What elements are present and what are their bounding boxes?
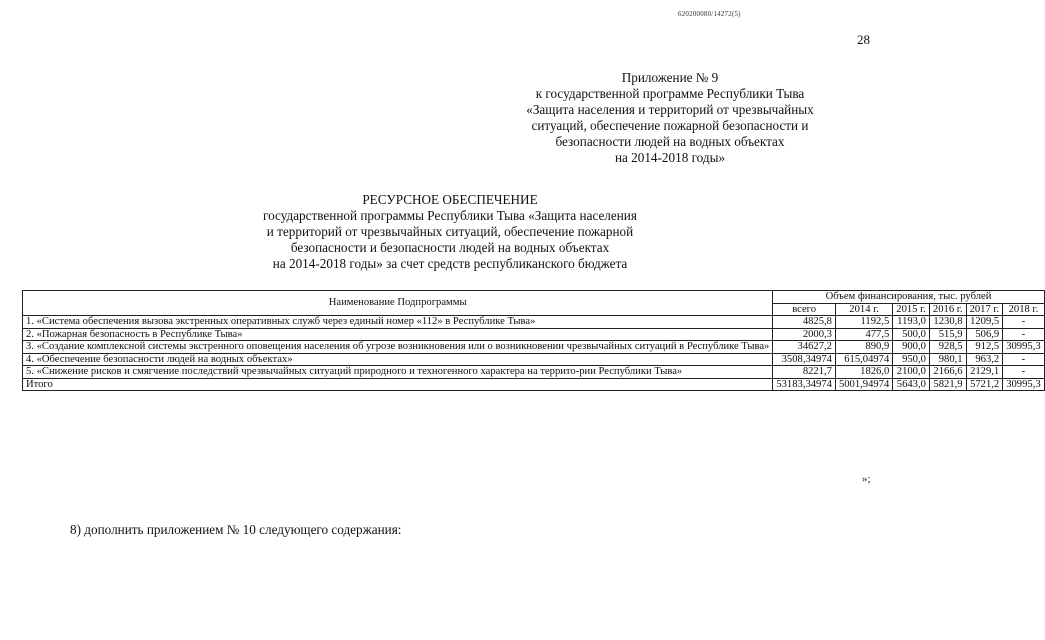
table-row — [23, 341, 1045, 354]
column-header-name: Наименование Подпрограммы — [23, 291, 773, 316]
title-line: и территорий от чрезвычайных ситуаций, обеспечение пожарной — [266, 224, 634, 239]
table-row — [23, 328, 1045, 341]
value-2018: - — [1003, 328, 1044, 341]
value-total: 4825,8 — [773, 316, 836, 329]
title-line: на 2014-2018 годы» за счет средств республиканского бюджета — [272, 256, 628, 271]
value-2017: 1209,5 — [966, 316, 1003, 329]
value-2016: 1230,8 — [929, 316, 966, 329]
table-row — [23, 366, 1045, 379]
column-header-2016: 2016 г. — [929, 303, 966, 316]
subprogram-name: 5. «Снижение рисков и смягчение последствий чрезвычайных ситуаций природного и техногенного характера на террито-рии Республики Тыва» — [23, 366, 773, 379]
value-2017: 5721,2 — [966, 378, 1003, 391]
page-number: 28 — [857, 32, 870, 47]
value-total: 2000,3 — [773, 328, 836, 341]
value-2018: - — [1003, 316, 1044, 329]
subprogram-name: 1. «Система обеспечения вызова экстренных оперативных служб через единый номер «112» в Республике Тыва» — [23, 316, 773, 329]
appendix-line: ситуаций, обеспечение пожарной безопасности и — [531, 118, 809, 133]
title-line: государственной программы Республики Тыва «Защита населения — [263, 208, 637, 223]
table-header-row — [23, 291, 1045, 304]
table-row — [23, 353, 1045, 366]
value-2016: 2166,6 — [929, 366, 966, 379]
value-2017: 2129,1 — [966, 366, 1003, 379]
value-2016: 515,9 — [929, 328, 966, 341]
value-2018: 30995,3 — [1003, 378, 1044, 391]
value-2017: 912,5 — [966, 341, 1003, 354]
value-2015: 950,0 — [893, 353, 930, 366]
resource-table — [22, 290, 1045, 391]
appendix-line: к государственной программе Республики Тыва — [535, 86, 805, 101]
value-total: 34627,2 — [773, 341, 836, 354]
appendix-line: на 2014-2018 годы» — [614, 150, 726, 165]
appendix-caption — [470, 70, 870, 166]
table-row — [23, 316, 1045, 329]
value-2016: 928,5 — [929, 341, 966, 354]
value-2014: 890,9 — [835, 341, 892, 354]
column-header-total: всего — [773, 303, 836, 316]
value-2017: 506,9 — [966, 328, 1003, 341]
value-total: 8221,7 — [773, 366, 836, 379]
value-2014: 1192,5 — [835, 316, 892, 329]
value-total: 3508,34974 — [773, 353, 836, 366]
value-2015: 1193,0 — [893, 316, 930, 329]
value-2014: 477,5 — [835, 328, 892, 341]
value-2018: - — [1003, 366, 1044, 379]
value-2017: 963,2 — [966, 353, 1003, 366]
body-paragraph: 8) дополнить приложением № 10 следующего содержания: — [70, 522, 402, 537]
document-code: 620200080/14272(5) — [678, 10, 741, 18]
value-2015: 2100,0 — [893, 366, 930, 379]
subprogram-name: 4. «Обеспечение безопасности людей на водных объектах» — [23, 353, 773, 366]
title-heading: РЕСУРСНОЕ ОБЕСПЕЧЕНИЕ — [362, 192, 538, 207]
column-header-2018: 2018 г. — [1003, 303, 1044, 316]
value-2014: 615,04974 — [835, 353, 892, 366]
value-2016: 5821,9 — [929, 378, 966, 391]
document-title — [150, 192, 750, 272]
total-label: Итого — [23, 378, 773, 391]
column-header-2014: 2014 г. — [835, 303, 892, 316]
value-2014: 1826,0 — [835, 366, 892, 379]
subprogram-name: 3. «Создание комплексной системы экстренного оповещения населения об угрозе возникновения или о возникновении чрезвычайных ситуаций в Республике Тыва» — [23, 341, 773, 354]
value-2015: 5643,0 — [893, 378, 930, 391]
column-header-2015: 2015 г. — [893, 303, 930, 316]
value-total: 53183,34974 — [773, 378, 836, 391]
value-2015: 500,0 — [893, 328, 930, 341]
column-header-funding: Объем финансирования, тыс. рублей — [773, 291, 1044, 304]
table-total-row — [23, 378, 1045, 391]
closing-quote-mark: »; — [862, 473, 871, 485]
value-2018: - — [1003, 353, 1044, 366]
subprogram-name: 2. «Пожарная безопасность в Республике Тыва» — [23, 328, 773, 341]
appendix-line: Приложение № 9 — [621, 70, 719, 85]
value-2015: 900,0 — [893, 341, 930, 354]
value-2016: 980,1 — [929, 353, 966, 366]
appendix-line: «Защита населения и территорий от чрезвычайных — [526, 102, 814, 117]
column-header-2017: 2017 г. — [966, 303, 1003, 316]
value-2018: 30995,3 — [1003, 341, 1044, 354]
appendix-line: безопасности людей на водных объектах — [555, 134, 785, 149]
value-2014: 5001,94974 — [835, 378, 892, 391]
title-line: безопасности и безопасности людей на водных объектах — [290, 240, 610, 255]
